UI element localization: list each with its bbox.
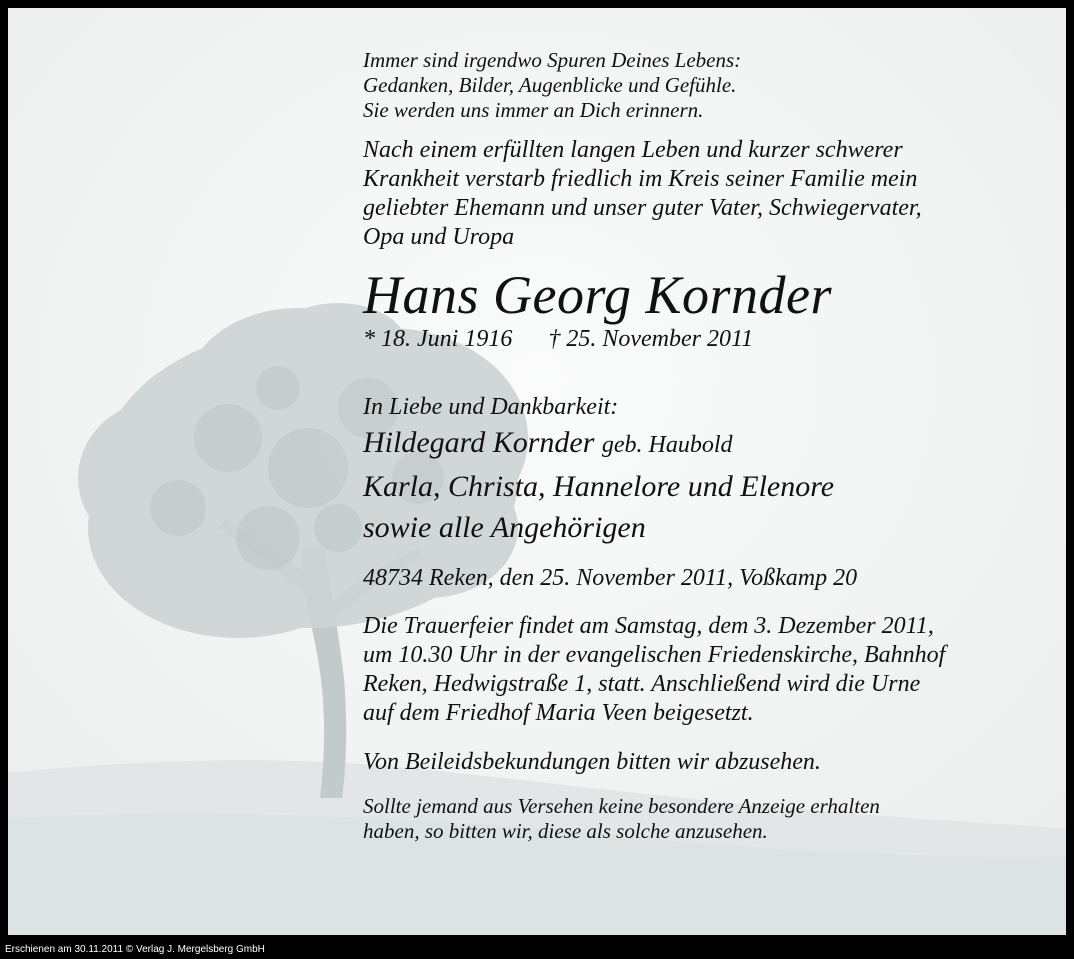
thanks-lead: In Liebe und Dankbarkeit: [363, 394, 619, 420]
funeral-line: Reken, Hedwigstraße 1, statt. Anschließend wird die Urne [363, 671, 921, 697]
funeral-info [363, 612, 1053, 728]
poem [363, 48, 1053, 123]
publication-footer: Erschienen am 30.11.2011 © Verlag J. Mergelsberg GmbH [5, 944, 265, 955]
spouse-maiden-name: geb. Haubold [601, 432, 733, 458]
obituary-text [363, 48, 1053, 844]
funeral-line: um 10.30 Uhr in der evangelischen Friedenskirche, Bahnhof [363, 642, 946, 668]
spouse-line [363, 422, 1053, 466]
obituary-card [8, 8, 1066, 935]
note-line: haben, so bitten wir, diese als solche anzusehen. [363, 819, 768, 843]
funeral-line: auf dem Friedhof Maria Veen beigesetzt. [363, 700, 754, 726]
closing-note [363, 794, 1053, 844]
poem-line: Sie werden uns immer an Dich erinnern. [363, 98, 704, 122]
spouse-name: Hildegard Kornder [363, 426, 595, 459]
funeral-line: Die Trauerfeier findet am Samstag, dem 3. Dezember 2011, [363, 613, 934, 639]
poem-line: Immer sind irgendwo Spuren Deines Lebens: [363, 48, 742, 72]
life-dates [363, 324, 1053, 354]
children-line: Karla, Christa, Hannelore und Elenore [363, 470, 835, 503]
intro-line: geliebter Ehemann und unser guter Vater, Schwiegervater, [363, 195, 922, 221]
mourners-list [363, 422, 1053, 548]
relatives-line: sowie alle Angehörigen [363, 511, 646, 544]
intro-line: Krankheit verstarb friedlich im Kreis seiner Familie mein [363, 166, 918, 192]
condolence-note: Von Beileidsbekundungen bitten wir abzusehen. [363, 749, 821, 775]
birth-date: * 18. Juni 1916 [363, 326, 513, 352]
note-line: Sollte jemand aus Versehen keine besondere Anzeige erhalten [363, 794, 880, 818]
intro-line: Nach einem erfüllten langen Leben und kurzer schwerer [363, 137, 903, 163]
poem-line: Gedanken, Bilder, Augenblicke und Gefühle. [363, 73, 737, 97]
intro-line: Opa und Uropa [363, 224, 515, 250]
place-date: 48734 Reken, den 25. November 2011, Voßkamp 20 [363, 565, 858, 591]
death-date: † 25. November 2011 [548, 326, 754, 352]
deceased-name: Hans Georg Kornder [363, 265, 833, 325]
intro-text [363, 136, 1053, 252]
